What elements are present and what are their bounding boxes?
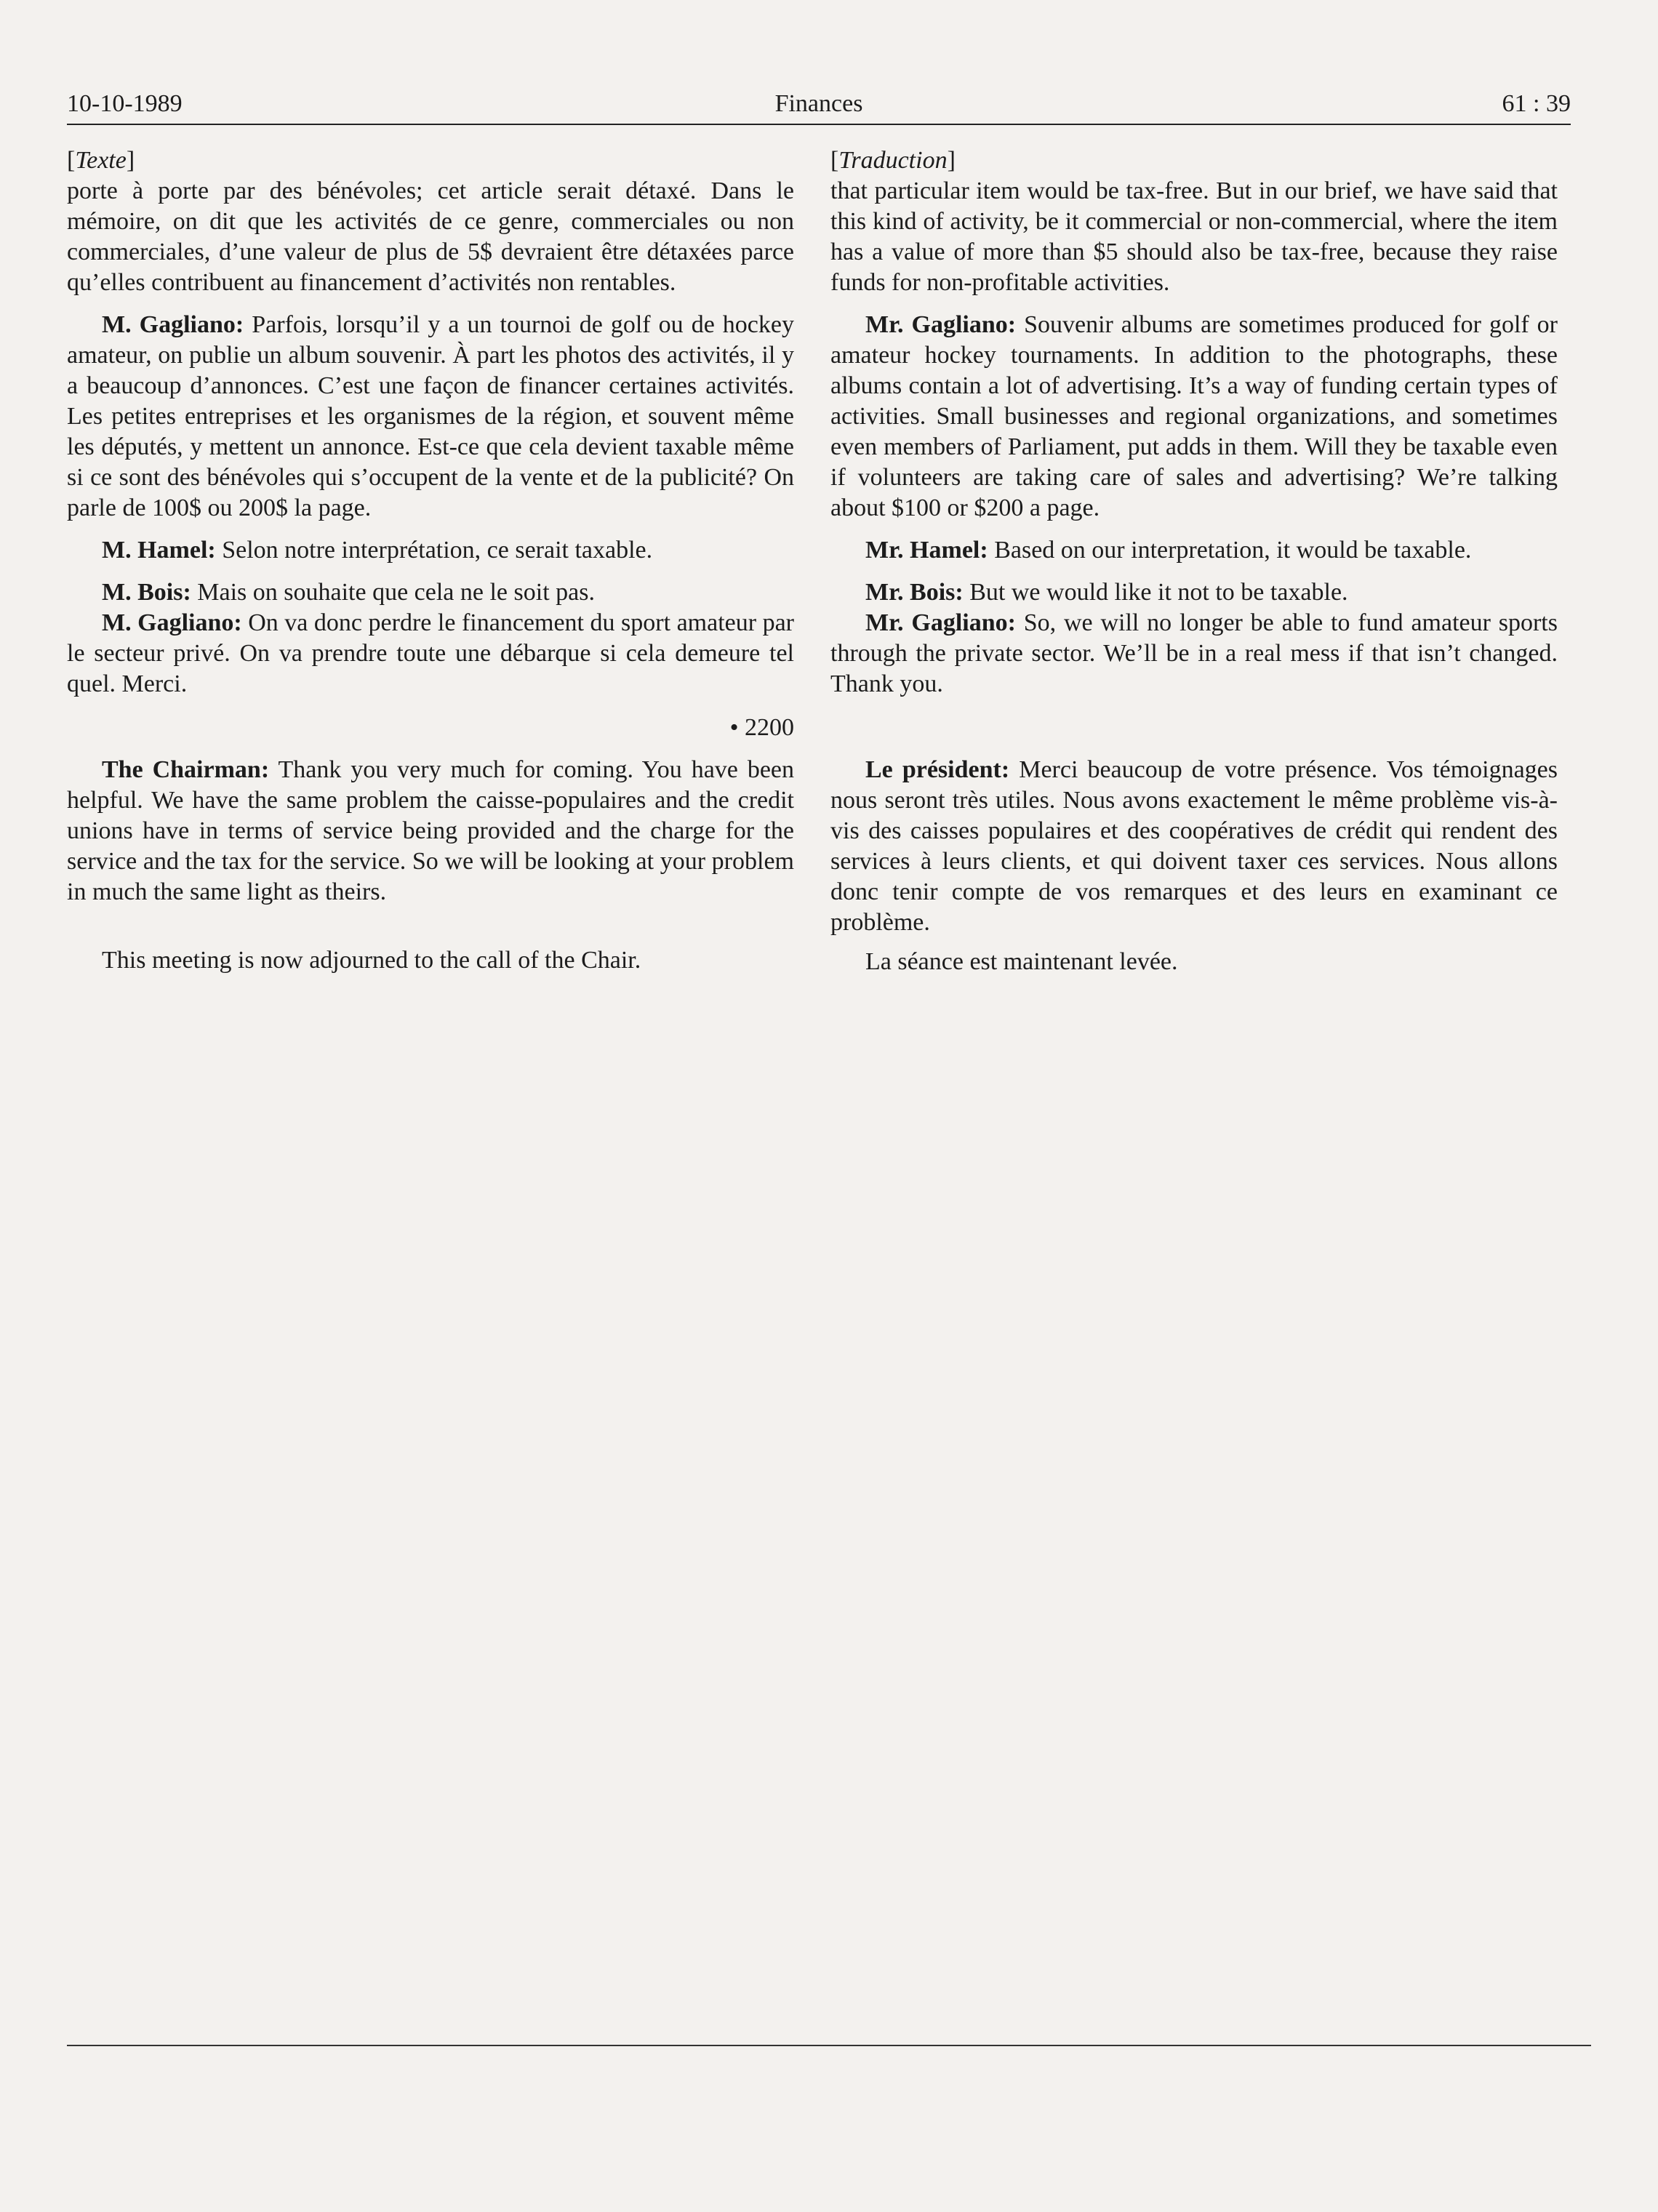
header-date: 10-10-1989 xyxy=(67,90,183,117)
speaker-name: M. Bois: xyxy=(102,579,191,606)
paragraph: The Chairman: Thank you very much for coming. You have been helpful. We have the same problem the caisse-populaires and the credit unions have in terms of service being provided and the charge for the service and the tax for the service. So we will be looking at your problem in much the same light as theirs. xyxy=(67,756,795,905)
paragraph: This meeting is now adjourned to the call of the Chair. xyxy=(102,947,641,974)
header-title: Finances xyxy=(774,90,863,117)
speaker-name: Mr. Gagliano: xyxy=(865,311,1017,338)
speaker-name: Mr. Gagliano: xyxy=(865,609,1016,636)
paragraph: Mr. Hamel: Based on our interpretation, it would be taxable. xyxy=(865,537,1472,564)
speaker-name: Le président: xyxy=(865,756,1010,783)
paragraph: Mr. Gagliano: So, we will no longer be able to fund amateur sports through the private sector. We’ll be in a real mess if that isn’t changed. Thank you. xyxy=(830,609,1558,697)
french-column xyxy=(67,145,794,976)
english-column xyxy=(830,145,1558,977)
paragraph: Mr. Bois: But we would like it not to be taxable. xyxy=(865,579,1348,606)
page-header xyxy=(67,86,1571,129)
column-label: [Traduction] xyxy=(830,147,956,174)
paragraph: La séance est maintenant levée. xyxy=(865,948,1178,975)
paragraph: M. Bois: Mais on souhaite que cela ne le soit pas. xyxy=(102,579,595,606)
speaker-name: Mr. Bois: xyxy=(865,579,964,606)
time-marker: • 2200 xyxy=(729,714,794,741)
speaker-name: M. Gagliano: xyxy=(102,311,244,338)
speaker-name: M. Hamel: xyxy=(102,537,216,564)
column-label: [Texte] xyxy=(67,147,135,174)
paragraph: porte à porte par des bénévoles; cet article serait détaxé. Dans le mémoire, on dit que les activités de ce genre, commerciales ou non commerciales, d’une valeur de plus de 5$ devraient être détaxées parce qu’elles contribuent au financement d’activités non rentables. xyxy=(67,177,794,296)
speaker-name: M. Gagliano: xyxy=(102,609,242,636)
paragraph: Le président: Merci beaucoup de votre présence. Vos témoignages nous seront très utiles. Nous avons exactement le même problème vis-à-vis des caisses populaires et des coopératives de crédit qui rendent des services à leurs clients, et qui doivent taxer ces services. Nous allons donc tenir compte de vos remarques et des leurs en examinant ce problème. xyxy=(830,756,1558,936)
paragraph: M. Gagliano: On va donc perdre le financement du sport amateur par le secteur privé. On va prendre toute une débarque si cela demeure tel quel. Merci. xyxy=(67,609,794,697)
speaker-name: The Chairman: xyxy=(102,756,270,783)
bottom-rule xyxy=(67,2045,1591,2046)
speaker-name: Mr. Hamel: xyxy=(865,537,988,564)
paragraph: M. Hamel: Selon notre interprétation, ce serait taxable. xyxy=(102,537,653,564)
paragraph: that particular item would be tax-free. But in our brief, we have said that this kind of activity, be it commercial or non-commercial, where the item has a value of more than $5 should also be tax-free, because they raise funds for non-profitable activities. xyxy=(830,177,1558,296)
header-page-number: 61 : 39 xyxy=(1502,90,1571,117)
header-rule xyxy=(67,124,1571,125)
paragraph: M. Gagliano: Parfois, lorsqu’il y a un tournoi de golf ou de hockey amateur, on publie un album souvenir. À part les photos des activités, il y a beaucoup d’annonces. C’est une façon de financer certaines activités. Les petites entreprises et les organismes de la région, et souvent même les députés, y mettent un annonce. Est-ce que cela devient taxable même si ce sont des bénévoles qui s’occupent de la vente et de la publicité? On parle de 100$ ou 200$ la page. xyxy=(67,311,794,521)
paragraph: Mr. Gagliano: Souvenir albums are sometimes produced for golf or amateur hockey tournaments. In addition to the photographs, these albums contain a lot of advertising. It’s a way of funding certain types of activities. Small businesses and regional organizations, and sometimes even members of Parliament, put adds in them. Will they be taxable even if volunteers are taking care of sales and advertising? We’re talking about $100 or $200 a page. xyxy=(830,311,1558,521)
